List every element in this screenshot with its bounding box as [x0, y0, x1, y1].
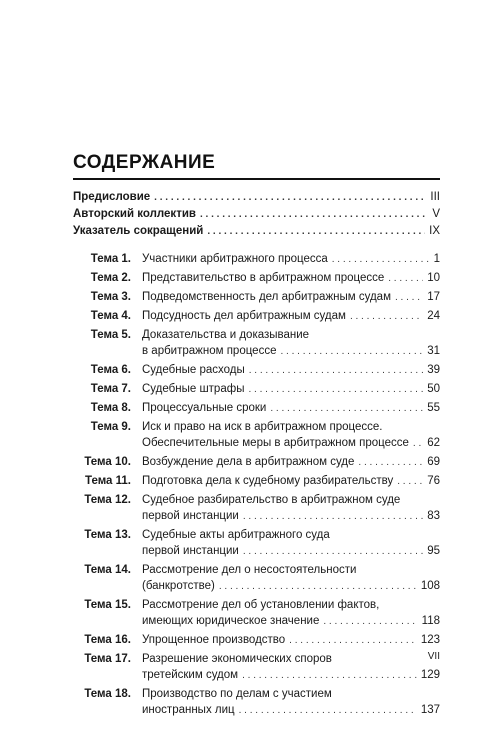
topic-title-line: Подведомственность дел арбитражным судам — [142, 291, 391, 303]
dot-leader — [242, 668, 417, 684]
entry-page: III — [430, 191, 440, 203]
topic-number: Тема 9. — [90, 421, 131, 433]
toc-entry-front[interactable] — [73, 225, 440, 242]
entry-page: 10 — [427, 272, 440, 284]
topic-title-line: (банкротстве) — [142, 580, 215, 592]
topic-title-line: имеющих юридическое значение — [142, 615, 320, 627]
topic-title-line: Иск и право на иск в арбитражном процессе. — [142, 421, 383, 433]
entry-page: IX — [429, 225, 440, 237]
entry-page: V — [432, 208, 440, 220]
toc-entry-topic[interactable] — [73, 632, 440, 649]
toc-entry-topic[interactable] — [73, 473, 440, 490]
dot-leader — [388, 271, 423, 287]
toc-entry-topic[interactable] — [73, 308, 440, 325]
topic-title-line: Процессуальные сроки — [142, 402, 267, 414]
entry-label: Указатель сокращений — [73, 225, 204, 237]
entry-page: 24 — [427, 310, 440, 322]
dot-leader — [200, 209, 428, 220]
topic-number: Тема 14. — [84, 564, 131, 576]
dot-leader — [154, 192, 426, 203]
topic-number: Тема 7. — [90, 383, 131, 395]
topic-title-line: иностранных лиц — [142, 704, 235, 716]
topic-number: Тема 11. — [85, 475, 131, 487]
topic-title-line: Возбуждение дела в арбитражном суде — [142, 456, 355, 468]
entry-page: 129 — [420, 669, 440, 681]
topic-number: Тема 1. — [90, 253, 131, 265]
topic-number: Тема 15. — [84, 599, 131, 611]
front-matter-list — [73, 191, 440, 242]
toc-entry-topic[interactable] — [73, 419, 440, 452]
topic-title-line: Судебные штрафы — [142, 383, 245, 395]
dot-leader — [243, 509, 423, 525]
toc-entry-topic[interactable] — [73, 651, 440, 684]
topic-number: Тема 4. — [90, 310, 131, 322]
entry-label: Предисловие — [73, 191, 151, 203]
dot-leader — [350, 309, 423, 325]
topic-number: Тема 5. — [90, 329, 131, 341]
toc-entry-topic[interactable] — [73, 381, 440, 398]
topic-number: Тема 13. — [84, 529, 131, 541]
toc-entry-topic[interactable] — [73, 362, 440, 379]
topic-title-line: первой инстанции — [142, 545, 239, 557]
toc-entry-topic[interactable] — [73, 400, 440, 417]
topic-title-line: Судебное разбирательство в арбитражном суде — [142, 494, 401, 506]
topic-number: Тема 8. — [90, 402, 131, 414]
dot-leader — [280, 344, 423, 360]
dot-leader — [413, 436, 423, 452]
entry-page: 39 — [427, 364, 440, 376]
entry-page: 17 — [427, 291, 440, 303]
dot-leader — [332, 252, 430, 268]
toc-entry-topic[interactable] — [73, 270, 440, 287]
topic-number: Тема 18. — [84, 688, 131, 700]
toc-entry-topic[interactable] — [73, 327, 440, 360]
topic-title-line: первой инстанции — [142, 510, 239, 522]
toc-entry-topic[interactable] — [73, 251, 440, 268]
entry-page: 55 — [427, 402, 440, 414]
entry-page: 123 — [420, 634, 440, 646]
toc-entry-topic[interactable] — [73, 527, 440, 560]
topic-title-line: Подсудность дел арбитражным судам — [142, 310, 346, 322]
topic-title-line: Судебные расходы — [142, 364, 245, 376]
entry-page: 118 — [421, 615, 440, 627]
topic-title-line: Упрощенное производство — [142, 634, 286, 646]
topic-title-line: в арбитражном процессе — [142, 345, 277, 357]
topic-title-line: Судебные акты арбитражного суда — [142, 529, 330, 541]
topic-title-line: Производство по делам с участием — [142, 688, 332, 700]
toc-entry-front[interactable] — [73, 191, 440, 208]
dot-leader — [395, 290, 423, 306]
topic-title-line: Обеспечительные меры в арбитражном процессе — [142, 437, 409, 449]
entry-page: 31 — [427, 345, 440, 357]
toc-entry-topic[interactable] — [73, 562, 440, 595]
title-divider — [73, 178, 440, 180]
dot-leader — [323, 614, 417, 630]
toc-entry-topic[interactable] — [73, 492, 440, 525]
entry-page: 69 — [427, 456, 440, 468]
dot-leader — [249, 363, 423, 379]
toc-entry-front[interactable] — [73, 208, 440, 225]
topic-number: Тема 2. — [90, 272, 131, 284]
topic-title-line: Разрешение экономических споров — [142, 653, 332, 665]
toc-entry-topic[interactable] — [73, 289, 440, 306]
topic-number: Тема 3. — [90, 291, 131, 303]
topic-number: Тема 6. — [90, 364, 131, 376]
dot-leader — [243, 544, 423, 560]
toc-entry-topic[interactable] — [73, 454, 440, 471]
topic-title-line: Представительство в арбитражном процессе — [142, 272, 385, 284]
topic-number: Тема 16. — [84, 634, 131, 646]
dot-leader — [270, 401, 423, 417]
topic-title-line: Подготовка дела к судебному разбирательству — [142, 475, 394, 487]
dot-leader — [358, 455, 423, 471]
dot-leader — [207, 226, 425, 237]
topic-list — [73, 251, 440, 721]
entry-page: 137 — [420, 704, 440, 716]
topic-title-line: Участники арбитражного процесса — [142, 253, 328, 265]
entry-page: 62 — [427, 437, 440, 449]
topic-title-line: Рассмотрение дел о несостоятельности — [142, 564, 357, 576]
entry-page: 76 — [427, 475, 440, 487]
topic-title-line: Доказательства и доказывание — [142, 329, 310, 341]
topic-number: Тема 12. — [84, 494, 131, 506]
toc-entry-topic[interactable] — [73, 686, 440, 719]
entry-page: 1 — [433, 253, 440, 265]
entry-page: 108 — [420, 580, 440, 592]
entry-page: 83 — [427, 510, 440, 522]
topic-number: Тема 17. — [84, 653, 131, 665]
topic-number: Тема 10. — [84, 456, 131, 468]
dot-leader — [239, 703, 417, 719]
page-number: VII — [427, 651, 440, 662]
entry-page: 50 — [427, 383, 440, 395]
topic-title-line: третейским судом — [142, 669, 239, 681]
dot-leader — [289, 633, 417, 649]
entry-page: 95 — [427, 545, 440, 557]
dot-leader — [397, 474, 423, 490]
toc-entry-topic[interactable] — [73, 597, 440, 630]
dot-leader — [219, 579, 417, 595]
page-title: СОДЕРЖАНИЕ — [73, 152, 216, 173]
topic-title-line: Рассмотрение дел об установлении фактов, — [142, 599, 380, 611]
entry-label: Авторский коллектив — [73, 208, 196, 220]
dot-leader — [248, 382, 423, 398]
